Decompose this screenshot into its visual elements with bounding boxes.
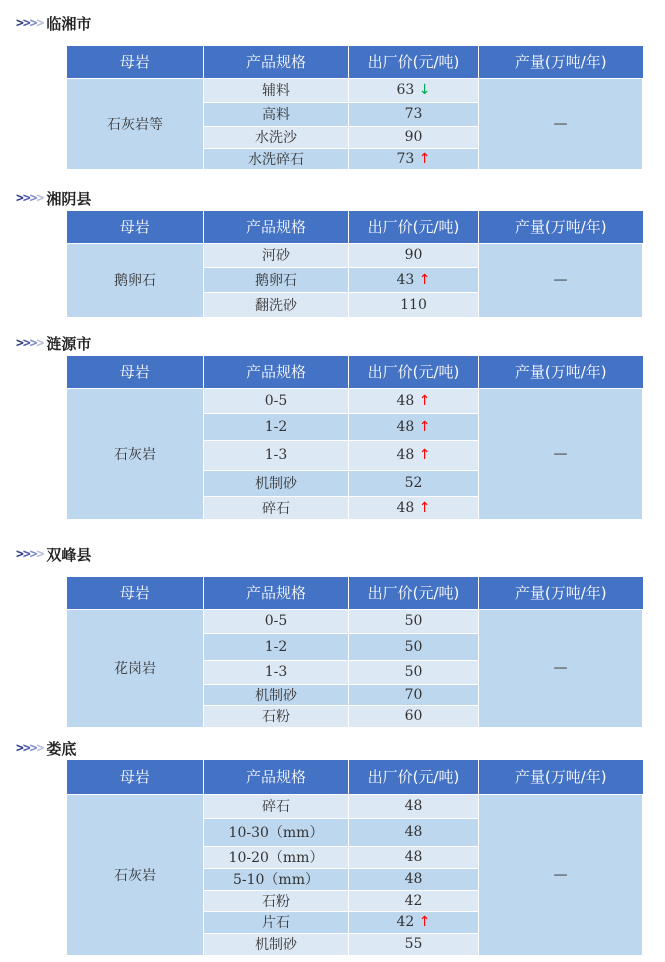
price-table bbox=[66, 211, 643, 318]
price-value: 73 bbox=[396, 150, 415, 167]
price-value: 43 bbox=[396, 271, 415, 288]
section-heading bbox=[16, 543, 91, 565]
arrow-up-icon: ↑ bbox=[414, 392, 431, 409]
parent-rock-cell: 鹅卵石 bbox=[67, 243, 204, 317]
price-cell bbox=[349, 440, 479, 470]
price-cell bbox=[349, 78, 479, 102]
arrow-down-icon: ↓ bbox=[414, 82, 431, 98]
price-value: 52 bbox=[404, 475, 423, 491]
arrow-glyph: > bbox=[22, 15, 30, 31]
price-cell bbox=[349, 470, 479, 496]
arrow-up-icon: ↑ bbox=[414, 150, 431, 167]
region-name: 娄底 bbox=[46, 739, 77, 758]
spec-cell: 水洗沙 bbox=[204, 126, 349, 148]
header-parent-rock: 母岩 bbox=[67, 356, 204, 388]
price-table bbox=[66, 356, 643, 520]
price-cell bbox=[349, 243, 479, 267]
price-cell bbox=[349, 496, 479, 519]
table-row bbox=[67, 243, 643, 267]
header-row bbox=[67, 356, 643, 388]
output-cell: — bbox=[479, 78, 643, 169]
arrow-glyph: > bbox=[36, 740, 44, 756]
arrow-glyph: > bbox=[22, 335, 30, 351]
price-cell bbox=[349, 705, 479, 727]
arrow-glyph: > bbox=[22, 190, 30, 206]
arrow-glyph: > bbox=[29, 15, 37, 31]
arrow-glyph: > bbox=[36, 190, 44, 206]
arrow-glyph: > bbox=[16, 335, 23, 351]
price-cell bbox=[349, 684, 479, 705]
price-value: 60 bbox=[404, 708, 423, 724]
price-cell bbox=[349, 102, 479, 126]
price-value: 50 bbox=[404, 664, 423, 680]
spec-cell: 河砂 bbox=[204, 243, 349, 267]
header-row bbox=[67, 46, 643, 78]
region-name: 双峰县 bbox=[46, 545, 92, 564]
price-cell bbox=[349, 933, 479, 955]
spec-cell: 石粉 bbox=[204, 890, 349, 911]
spec-cell: 水洗碎石 bbox=[204, 148, 349, 169]
parent-rock-cell: 石灰岩 bbox=[67, 794, 204, 955]
price-cell bbox=[349, 890, 479, 911]
price-cell bbox=[349, 794, 479, 818]
arrows-icon bbox=[16, 741, 43, 756]
price-cell bbox=[349, 660, 479, 684]
output-cell: — bbox=[479, 243, 643, 317]
price-cell bbox=[349, 911, 479, 933]
header-spec: 产品规格 bbox=[204, 211, 349, 243]
price-cell bbox=[349, 148, 479, 169]
header-parent-rock: 母岩 bbox=[67, 211, 204, 243]
spec-cell: 1-2 bbox=[204, 413, 349, 440]
price-value: 70 bbox=[404, 686, 423, 703]
price-cell bbox=[349, 388, 479, 413]
spec-cell: 1-3 bbox=[204, 440, 349, 470]
header-row bbox=[67, 760, 643, 794]
arrow-glyph: > bbox=[22, 740, 30, 756]
header-price: 出厂价(元/吨) bbox=[349, 577, 479, 609]
spec-cell: 10-30（mm） bbox=[204, 818, 349, 846]
header-output: 产量(万吨/年) bbox=[479, 211, 643, 243]
header-spec: 产品规格 bbox=[204, 46, 349, 78]
arrow-glyph: > bbox=[29, 546, 37, 562]
arrow-up-icon: ↑ bbox=[414, 447, 431, 463]
region-name: 临湘市 bbox=[46, 14, 92, 33]
table-row bbox=[67, 794, 643, 818]
price-value: 90 bbox=[404, 129, 423, 145]
arrow-glyph: > bbox=[36, 546, 44, 562]
price-cell bbox=[349, 126, 479, 148]
price-cell bbox=[349, 868, 479, 890]
price-value: 48 bbox=[396, 499, 415, 516]
header-price: 出厂价(元/吨) bbox=[349, 211, 479, 243]
header-row bbox=[67, 211, 643, 243]
price-value: 48 bbox=[404, 871, 423, 887]
arrow-glyph: > bbox=[36, 15, 44, 31]
arrow-up-icon: ↑ bbox=[414, 271, 431, 288]
header-price: 出厂价(元/吨) bbox=[349, 356, 479, 388]
spec-cell: 1-2 bbox=[204, 633, 349, 660]
price-value: 42 bbox=[396, 914, 415, 930]
arrow-glyph: > bbox=[22, 546, 30, 562]
price-value: 73 bbox=[404, 106, 423, 122]
header-spec: 产品规格 bbox=[204, 760, 349, 794]
price-value: 48 bbox=[404, 849, 423, 865]
spec-cell: 机制砂 bbox=[204, 933, 349, 955]
arrow-glyph: > bbox=[36, 335, 44, 351]
spec-cell: 0-5 bbox=[204, 388, 349, 413]
header-spec: 产品规格 bbox=[204, 577, 349, 609]
table-row bbox=[67, 609, 643, 633]
region-name: 涟源市 bbox=[46, 334, 92, 353]
spec-cell: 高料 bbox=[204, 102, 349, 126]
output-cell: — bbox=[479, 794, 643, 955]
arrow-up-icon: ↑ bbox=[414, 418, 431, 435]
spec-cell: 翻洗砂 bbox=[204, 292, 349, 317]
price-value: 50 bbox=[404, 638, 423, 655]
price-value: 48 bbox=[396, 418, 415, 435]
arrow-glyph: > bbox=[16, 546, 23, 562]
price-value: 48 bbox=[404, 798, 423, 814]
spec-cell: 石粉 bbox=[204, 705, 349, 727]
spec-cell: 碎石 bbox=[204, 794, 349, 818]
price-value: 63 bbox=[396, 82, 415, 98]
price-cell bbox=[349, 292, 479, 317]
header-price: 出厂价(元/吨) bbox=[349, 46, 479, 78]
price-value: 48 bbox=[396, 392, 415, 409]
spec-cell: 鹅卵石 bbox=[204, 267, 349, 292]
header-output: 产量(万吨/年) bbox=[479, 356, 643, 388]
arrows-icon bbox=[16, 336, 43, 351]
header-output: 产量(万吨/年) bbox=[479, 46, 643, 78]
arrows-icon bbox=[16, 16, 43, 31]
price-value: 48 bbox=[404, 824, 423, 840]
parent-rock-cell: 石灰岩 bbox=[67, 388, 204, 519]
spec-cell: 辅料 bbox=[204, 78, 349, 102]
arrow-glyph: > bbox=[16, 740, 23, 756]
spec-cell: 机制砂 bbox=[204, 470, 349, 496]
section-heading bbox=[16, 332, 91, 354]
header-output: 产量(万吨/年) bbox=[479, 760, 643, 794]
price-cell bbox=[349, 413, 479, 440]
spec-cell: 片石 bbox=[204, 911, 349, 933]
price-table bbox=[66, 577, 643, 728]
spec-cell: 碎石 bbox=[204, 496, 349, 519]
price-value: 48 bbox=[396, 447, 415, 463]
header-parent-rock: 母岩 bbox=[67, 760, 204, 794]
region-name: 湘阴县 bbox=[46, 189, 92, 208]
header-output: 产量(万吨/年) bbox=[479, 577, 643, 609]
output-cell: — bbox=[479, 609, 643, 727]
arrow-up-icon: ↑ bbox=[414, 499, 431, 516]
price-table bbox=[66, 46, 643, 170]
price-cell bbox=[349, 609, 479, 633]
spec-cell: 5-10（mm） bbox=[204, 868, 349, 890]
arrow-glyph: > bbox=[16, 15, 23, 31]
header-price: 出厂价(元/吨) bbox=[349, 760, 479, 794]
header-parent-rock: 母岩 bbox=[67, 577, 204, 609]
spec-cell: 0-5 bbox=[204, 609, 349, 633]
price-cell bbox=[349, 818, 479, 846]
price-value: 42 bbox=[404, 892, 423, 909]
arrows-icon bbox=[16, 547, 43, 562]
price-value: 110 bbox=[400, 296, 427, 313]
price-table bbox=[66, 760, 643, 956]
spec-cell: 机制砂 bbox=[204, 684, 349, 705]
header-row bbox=[67, 577, 643, 609]
arrow-up-icon: ↑ bbox=[414, 914, 431, 930]
arrow-glyph: > bbox=[29, 190, 37, 206]
header-spec: 产品规格 bbox=[204, 356, 349, 388]
price-value: 90 bbox=[404, 247, 423, 263]
table-row bbox=[67, 78, 643, 102]
price-cell bbox=[349, 267, 479, 292]
spec-cell: 1-3 bbox=[204, 660, 349, 684]
section-heading bbox=[16, 12, 91, 34]
price-cell bbox=[349, 633, 479, 660]
arrows-icon bbox=[16, 191, 43, 206]
arrow-glyph: > bbox=[16, 190, 23, 206]
price-value: 55 bbox=[404, 936, 423, 952]
price-value: 50 bbox=[404, 613, 423, 629]
output-cell: — bbox=[479, 388, 643, 519]
table-row bbox=[67, 388, 643, 413]
parent-rock-cell: 石灰岩等 bbox=[67, 78, 204, 169]
arrow-glyph: > bbox=[29, 335, 37, 351]
section-heading bbox=[16, 187, 91, 209]
price-cell bbox=[349, 846, 479, 868]
parent-rock-cell: 花岗岩 bbox=[67, 609, 204, 727]
header-parent-rock: 母岩 bbox=[67, 46, 204, 78]
arrow-glyph: > bbox=[29, 740, 37, 756]
section-heading bbox=[16, 737, 76, 759]
spec-cell: 10-20（mm） bbox=[204, 846, 349, 868]
